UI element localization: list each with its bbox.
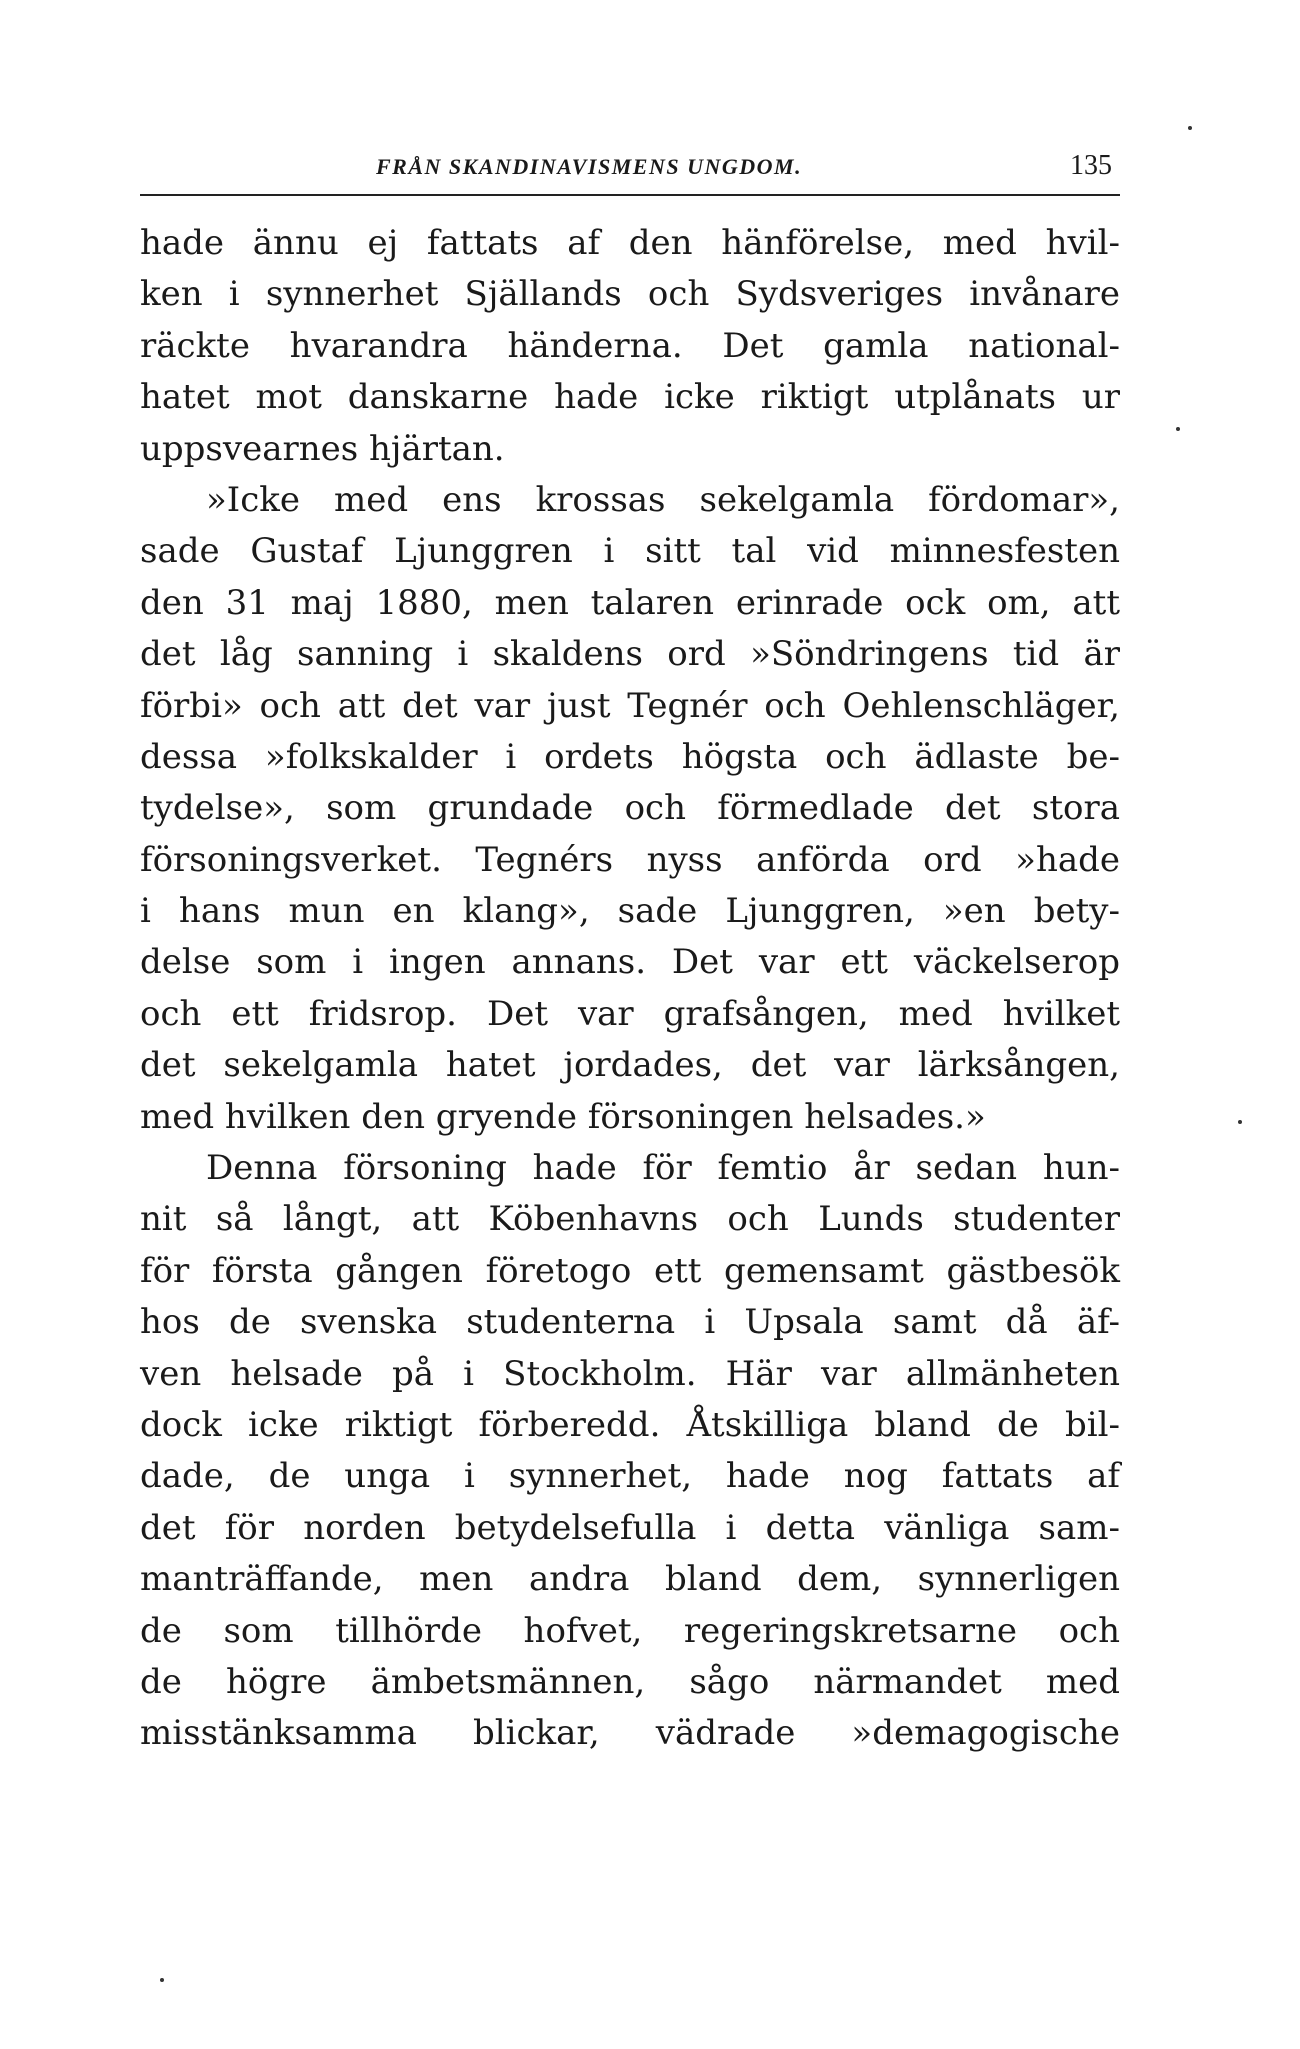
text-line: hos de svenska studenterna i Upsala samt då äf-: [140, 1302, 1120, 1343]
paper-speck: [1176, 427, 1180, 431]
text-line: dock icke riktigt förberedd. Åtskilliga bland de bil-: [140, 1404, 1120, 1445]
text-line: nit så långt, att Köbenhavns och Lunds studenter: [140, 1199, 1120, 1240]
text-line: i hans mun en klang», sade Ljunggren, »en bety-: [140, 891, 1120, 932]
text-line: förbi» och att det var just Tegnér och Oehlenschläger,: [140, 685, 1120, 726]
text-line: försoningsverket. Tegnérs nyss anförda ord »hade: [140, 839, 1120, 880]
text-line: uppsvearnes hjärtan.: [140, 428, 505, 469]
text-line: dessa »folkskalder i ordets högsta och ädlaste be-: [140, 736, 1120, 777]
text-line: sade Gustaf Ljunggren i sitt tal vid minnesfesten: [140, 531, 1120, 572]
running-title: FRÅN SKANDINAVISMENS UNGDOM.: [376, 154, 803, 179]
text-line: misstänksamma blickar, vädrade »demagogische: [140, 1713, 1120, 1754]
text-line: Denna försoning hade för femtio år sedan hun-: [206, 1148, 1120, 1189]
paper-speck: [1238, 1120, 1242, 1124]
text-line: dade, de unga i synnerhet, hade nog fattats af: [140, 1456, 1120, 1497]
text-line: hade ännu ej fattats af den hänförelse, med hvil-: [140, 223, 1120, 263]
text-line: de högre ämbetsmännen, sågo närmandet med: [140, 1661, 1120, 1702]
text-line: det sekelgamla hatet jordades, det var lärksången,: [140, 1045, 1120, 1086]
paper-speck: [1188, 126, 1192, 130]
running-head: [140, 150, 1120, 196]
body-text: [140, 218, 1120, 1760]
text-line: »Icke med ens krossas sekelgamla fördomar»,: [206, 479, 1120, 520]
text-line: ken i synnerhet Själlands och Sydsveriges invånare: [140, 274, 1120, 315]
text-line: hatet mot danskarne hade icke riktigt utplånats ur: [140, 377, 1120, 418]
text-line: för första gången företogo ett gemensamt gästbesök: [140, 1250, 1120, 1291]
text-line: manträffande, men andra bland dem, synnerligen: [140, 1559, 1120, 1600]
page-number: 135: [1070, 150, 1112, 181]
text-line: räckte hvarandra händerna. Det gamla national-: [140, 325, 1120, 366]
text-line: tydelse», som grundade och förmedlade det stora: [140, 788, 1120, 829]
text-line: den 31 maj 1880, men talaren erinrade ock om, att: [140, 582, 1120, 623]
text-line: det låg sanning i skaldens ord »Söndringens tid är: [140, 634, 1120, 675]
text-line: de som tillhörde hofvet, regeringskretsarne och: [140, 1610, 1120, 1651]
text-line: delse som i ingen annans. Det var ett väckelserop: [140, 942, 1120, 983]
text-line: det för norden betydelsefulla i detta vänliga sam-: [140, 1507, 1120, 1548]
text-line: ven helsade på i Stockholm. Här var allmänheten: [140, 1353, 1120, 1394]
paper-speck: [160, 1978, 164, 1982]
book-page: [140, 150, 1120, 1760]
text-line: och ett fridsrop. Det var grafsången, med hvilket: [140, 993, 1120, 1034]
text-line: med hvilken den gryende försoningen helsades.»: [140, 1096, 986, 1137]
